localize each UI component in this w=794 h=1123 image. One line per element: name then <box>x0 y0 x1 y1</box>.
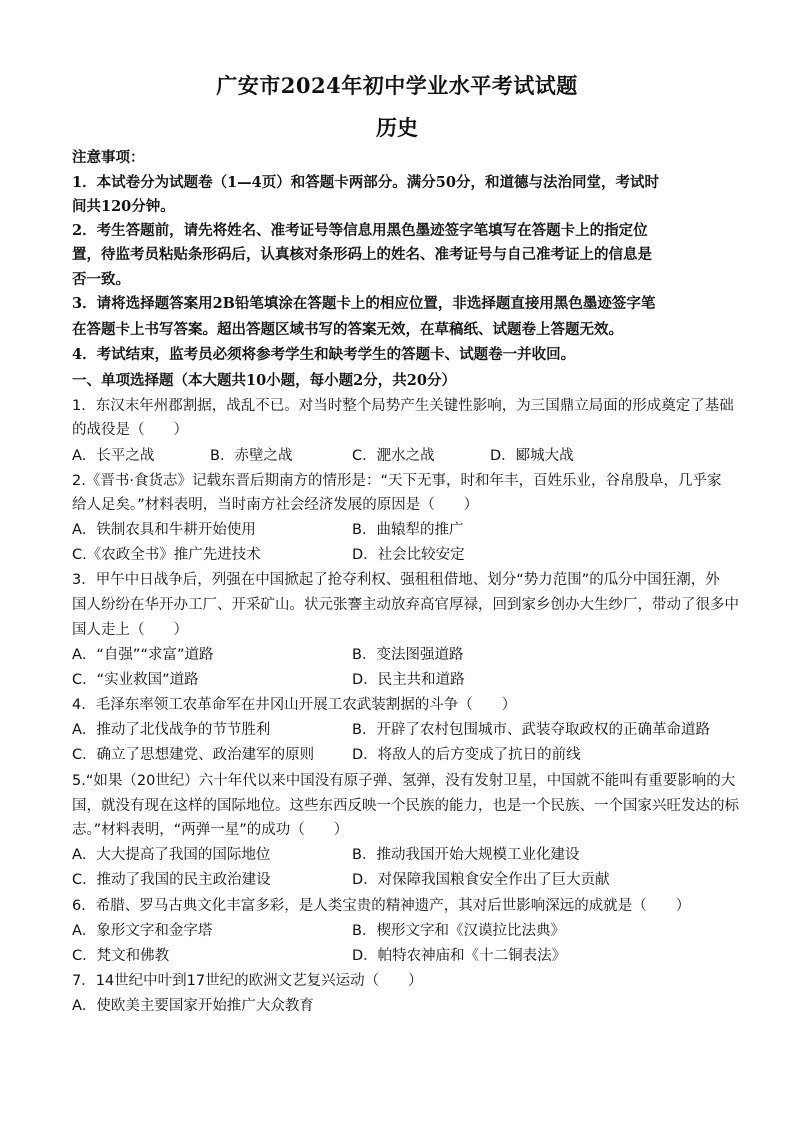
q3-option-a: A．“自强”“求富”道路 <box>72 647 214 663</box>
notice-line: 4．考试结束，监考员必须将参考学生和缺考学生的答题卡、试题卷一并收回。 <box>72 346 576 363</box>
question-7-stem: 7．14世纪中叶到17世纪的欧洲文艺复兴运动（ ） <box>72 973 423 989</box>
q2-option-d: D．社会比较安定 <box>352 547 465 563</box>
q1-option-a: A．长平之战 <box>72 448 155 464</box>
q5-option-d: D．对保障我国粮食安全作出了巨大贡献 <box>352 872 610 888</box>
notice-line: 在答题卡上书写答案。超出答题区域书写的答案无效，在草稿纸、试题卷上答题无效。 <box>72 321 623 338</box>
question-1-stem: 1．东汉末年州郡割据，战乱不已。对当时整个局势产生关键性影响，为三国鼎立局面的形成奠定了基础 <box>72 398 734 414</box>
notice-line: 2．考生答题前，请先将姓名、准考证号等信息用黑色墨迹签字笔填写在答题卡上的指定位 <box>72 222 648 239</box>
q3-option-d: D．民主共和道路 <box>352 672 465 688</box>
question-3-stem: 国人走上（ ） <box>72 622 188 638</box>
q4-option-d: D．将敌人的后方变成了抗日的前线 <box>352 747 581 763</box>
notice-line: 置，待监考员粘贴条形码后，认真核对条形码上的姓名、准考证号与自己准考证上的信息是 <box>72 246 652 263</box>
question-3-stem: 3．甲午中日战争后，列强在中国掀起了抢夺利权、强租租借地、划分“势力范围”的瓜分中国狂潮，外 <box>72 572 720 588</box>
q1-option-c: C．淝水之战 <box>352 448 435 464</box>
q4-option-c: C．确立了思想建党、政治建军的原则 <box>72 747 315 763</box>
question-6-stem: 6．希腊、罗马古典文化丰富多彩，是人类宝贵的精神遗产，其对后世影响深远的成就是（ ） <box>72 898 691 914</box>
subject-title: 历史 <box>376 115 418 140</box>
q5-option-c: C．推动了我国的民主政治建设 <box>72 872 271 888</box>
question-1-stem: 的战役是（ ） <box>72 422 188 438</box>
q2-option-c: C.《农政全书》推广先进技术 <box>72 547 261 563</box>
question-4-stem: 4．毛泽东率领工农革命军在井冈山开展工农武装割据的斗争（ ） <box>72 697 517 713</box>
q6-option-a: A．象形文字和金字塔 <box>72 923 213 939</box>
notice-line: 3．请将选择题答案用2B铅笔填涂在答题卡上的相应位置，非选择题直接用黑色墨迹签字笔 <box>72 295 656 312</box>
exam-title: 广安市2024年初中学业水平考试试题 <box>216 73 578 98</box>
q5-option-a: A．大大提高了我国的国际地位 <box>72 847 271 863</box>
q4-option-a: A．推动了北伐战争的节节胜利 <box>72 722 271 738</box>
notice-heading: 注意事项： <box>72 149 145 166</box>
q3-option-b: B．变法图强道路 <box>352 647 464 663</box>
question-5-stem: 5.“如果（20世纪）六十年代以来中国没有原子弹、氢弹，没有发射卫星，中国就不能叫有重要影响的大 <box>72 773 736 789</box>
question-2-stem: 2.《晋书·食货志》记载东晋后期南方的情形是：“天下无事，时和年丰，百姓乐业，谷帛殷阜，几乎家 <box>72 473 722 489</box>
q1-option-d: D．郾城大战 <box>490 448 574 464</box>
q1-option-b: B．赤壁之战 <box>210 448 293 464</box>
q2-option-a: A．铁制农具和牛耕开始使用 <box>72 522 256 538</box>
question-5-stem: 志。”材料表明，“两弹一星”的成功（ ） <box>72 822 349 838</box>
q6-option-b: B．楔形文字和《汉谟拉比法典》 <box>352 923 565 939</box>
q7-option-a: A．使欧美主要国家开始推广大众教育 <box>72 998 314 1014</box>
section-heading: 一、单项选择题（本大题共10小题，每小题2分，共20分） <box>72 372 456 389</box>
notice-line: 间共120分钟。 <box>72 198 175 215</box>
question-3-stem: 国人纷纷在华开办工厂、开采矿山。状元张謇主动放弃高官厚禄，回到家乡创办大生纱厂，带动了很多中 <box>72 597 739 613</box>
notice-line: 否一致。 <box>72 271 130 288</box>
q2-option-b: B．曲辕犁的推广 <box>352 522 464 538</box>
notice-line: 1．本试卷分为试题卷（1—4页）和答题卡两部分。满分50分，和道德与法治同堂，考试时 <box>72 174 659 191</box>
question-5-stem: 国，就没有现在这样的国际地位。这些东西反映一个民族的能力，也是一个民族、一个国家兴旺发达的标 <box>72 798 739 814</box>
q6-option-c: C．梵文和佛教 <box>72 948 170 964</box>
q3-option-c: C．“实业救国”道路 <box>72 672 199 688</box>
q4-option-b: B．开辟了农村包围城市、武装夺取政权的正确革命道路 <box>352 722 710 738</box>
question-2-stem: 给人足矣。”材料表明，当时南方社会经济发展的原因是（ ） <box>72 497 479 513</box>
q5-option-b: B．推动我国开始大规模工业化建设 <box>352 847 580 863</box>
q6-option-d: D．帕特农神庙和《十二铜表法》 <box>352 948 567 964</box>
